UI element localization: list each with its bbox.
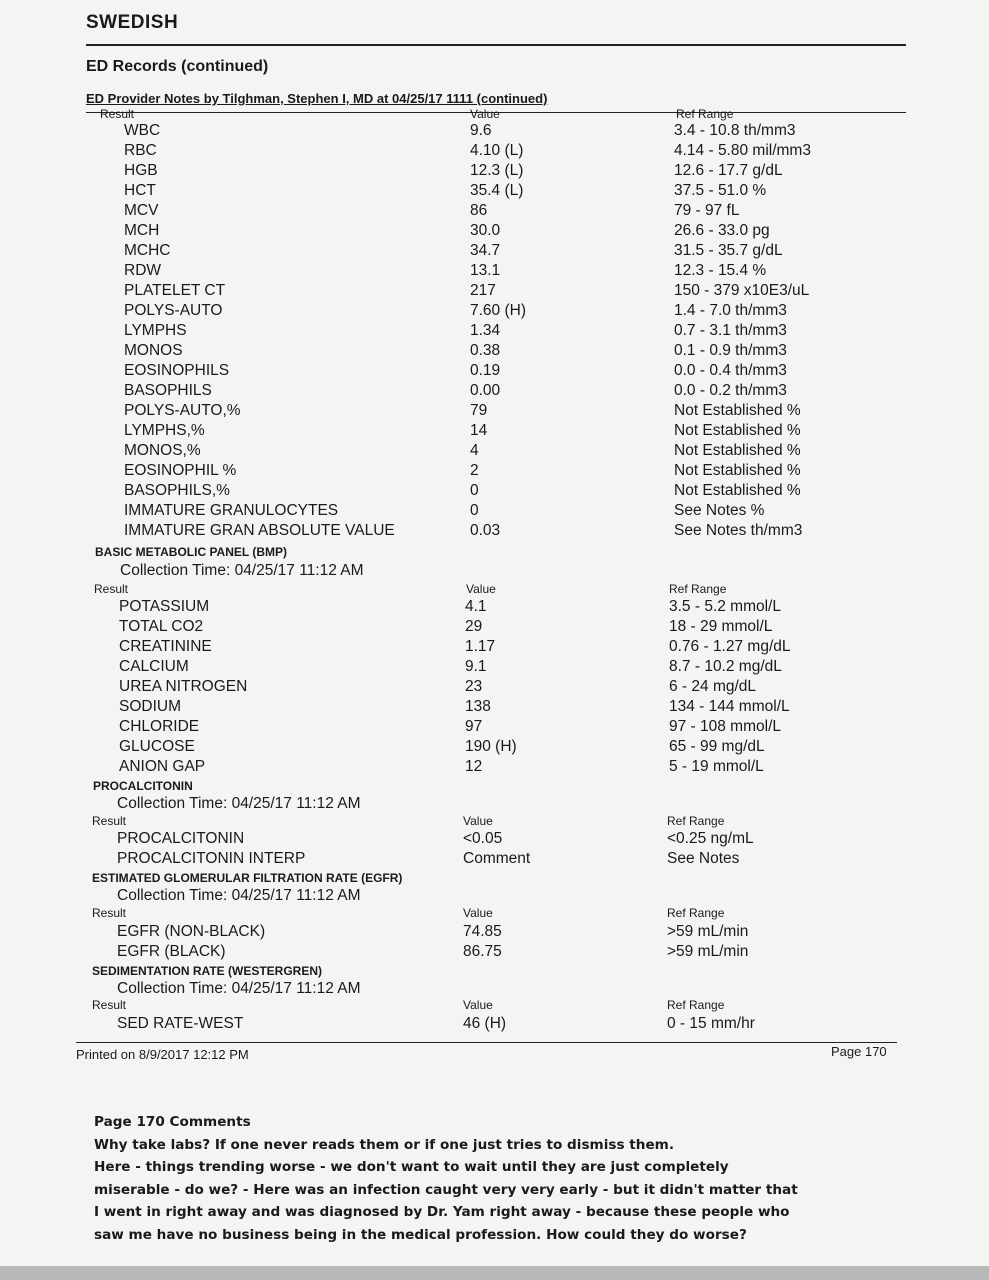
lab-value: 7.60 (H) <box>470 302 526 319</box>
lab-name: RBC <box>124 142 157 159</box>
lab-name: TOTAL CO2 <box>119 618 204 635</box>
lab-name: MCV <box>124 202 159 219</box>
lab-ref: 3.5 - 5.2 mmol/L <box>669 598 781 615</box>
lab-ref: Not Established % <box>674 482 801 499</box>
header-ref-range: Ref Range <box>676 107 734 121</box>
header-result: Result <box>100 107 135 121</box>
lab-ref: 150 - 379 x10E3/uL <box>674 282 810 299</box>
lab-name: PROCALCITONIN INTERP <box>117 850 306 867</box>
lab-value: 0.00 <box>470 382 501 399</box>
lab-name: LYMPHS,% <box>124 422 205 439</box>
lab-value: 1.17 <box>465 638 496 655</box>
header-result: Result <box>92 814 127 828</box>
header-value: Value <box>463 906 493 920</box>
lab-value: 9.1 <box>465 658 487 675</box>
lab-value: 12 <box>465 758 483 775</box>
lab-name: ANION GAP <box>119 758 206 775</box>
lab-ref: 37.5 - 51.0 % <box>674 182 767 199</box>
lab-value: 97 <box>465 718 483 735</box>
lab-value: 2 <box>470 462 479 479</box>
lab-name: PLATELET CT <box>124 282 226 299</box>
lab-value: Comment <box>463 850 531 867</box>
header-value: Value <box>463 998 493 1012</box>
lab-value: <0.05 <box>463 830 503 847</box>
lab-ref: 8.7 - 10.2 mg/dL <box>669 658 782 675</box>
lab-name: EOSINOPHIL % <box>124 462 237 479</box>
bmp-collection-time: Collection Time: 04/25/17 11:12 AM <box>120 562 364 579</box>
lab-name: POLYS-AUTO,% <box>124 402 241 419</box>
lab-value: 35.4 (L) <box>470 182 524 199</box>
lab-value: 74.85 <box>463 923 502 940</box>
comments-title: Page 170 Comments <box>94 1114 251 1130</box>
lab-value: 29 <box>465 618 483 635</box>
lab-name: CALCIUM <box>119 658 189 675</box>
comment-line: Here - things trending worse - we don't want to wait until they are just completely <box>94 1159 729 1176</box>
provider-note-title: ED Provider Notes by Tilghman, Stephen I, MD at 04/25/17 1111 (continued) <box>86 91 548 106</box>
page-number: Page 170 <box>831 1044 887 1059</box>
lab-ref: >59 mL/min <box>667 943 749 960</box>
lab-ref: Not Established % <box>674 442 801 459</box>
lab-ref: 18 - 29 mmol/L <box>669 618 773 635</box>
lab-ref: 3.4 - 10.8 th/mm3 <box>674 122 796 139</box>
lab-value: 138 <box>465 698 491 715</box>
lab-name: BASOPHILS <box>124 382 212 399</box>
lab-name: HGB <box>124 162 158 179</box>
procalcitonin-collection-time: Collection Time: 04/25/17 11:12 AM <box>117 795 361 812</box>
sedrate-title: SEDIMENTATION RATE (WESTERGREN) <box>92 964 322 978</box>
lab-name: IMMATURE GRAN ABSOLUTE VALUE <box>124 522 395 539</box>
procalcitonin-title: PROCALCITONIN <box>93 779 193 793</box>
lab-ref: 0.0 - 0.4 th/mm3 <box>674 362 787 379</box>
lab-ref: 5 - 19 mmol/L <box>669 758 764 775</box>
bmp-title: BASIC METABOLIC PANEL (BMP) <box>95 545 287 559</box>
header-rule <box>86 44 906 46</box>
lab-name: MCH <box>124 222 160 239</box>
lab-value: 0.38 <box>470 342 501 359</box>
lab-name: PROCALCITONIN <box>117 830 245 847</box>
lab-ref: 0.7 - 3.1 th/mm3 <box>674 322 787 339</box>
lab-ref: 26.6 - 33.0 pg <box>674 222 770 239</box>
comment-line: I went in right away and was diagnosed by Dr. Yam right away - because these people who <box>94 1204 790 1221</box>
lab-ref: 0.1 - 0.9 th/mm3 <box>674 342 787 359</box>
lab-ref: 134 - 144 mmol/L <box>669 698 790 715</box>
egfr-title: ESTIMATED GLOMERULAR FILTRATION RATE (EGFR) <box>92 871 403 885</box>
lab-ref: 79 - 97 fL <box>674 202 740 219</box>
lab-ref: 0.0 - 0.2 th/mm3 <box>674 382 787 399</box>
lab-name: RDW <box>124 262 162 279</box>
egfr-collection-time: Collection Time: 04/25/17 11:12 AM <box>117 887 361 904</box>
lab-name: MONOS,% <box>124 442 201 459</box>
lab-name: LYMPHS <box>124 322 187 339</box>
lab-name: POLYS-AUTO <box>124 302 223 319</box>
printed-timestamp: Printed on 8/9/2017 12:12 PM <box>76 1047 249 1062</box>
lab-name: CREATININE <box>119 638 212 655</box>
lab-value: 0.19 <box>470 362 501 379</box>
lab-name: EOSINOPHILS <box>124 362 230 379</box>
lab-ref: 0.76 - 1.27 mg/dL <box>669 638 791 655</box>
lab-value: 12.3 (L) <box>470 162 524 179</box>
brand-header: SWEDISH <box>86 12 179 33</box>
lab-ref: <0.25 ng/mL <box>667 830 754 847</box>
lab-name: POTASSIUM <box>119 598 210 615</box>
header-result: Result <box>92 906 127 920</box>
lab-name: CHLORIDE <box>119 718 200 735</box>
lab-name: EGFR (BLACK) <box>117 943 226 960</box>
lab-value: 86 <box>470 202 488 219</box>
header-value: Value <box>470 107 500 121</box>
lab-value: 217 <box>470 282 496 299</box>
lab-value: 0 <box>470 502 479 519</box>
lab-value: 86.75 <box>463 943 502 960</box>
lab-name: EGFR (NON-BLACK) <box>117 923 266 940</box>
comment-line: Why take labs? If one never reads them or if one just tries to dismiss them. <box>94 1136 674 1153</box>
lab-ref: Not Established % <box>674 422 801 439</box>
lab-ref: >59 mL/min <box>667 923 749 940</box>
header-value: Value <box>466 582 496 596</box>
lab-ref: 0 - 15 mm/hr <box>667 1015 755 1032</box>
lab-value: 4.10 (L) <box>470 142 524 159</box>
lab-ref: 31.5 - 35.7 g/dL <box>674 242 783 259</box>
lab-value: 46 (H) <box>463 1015 507 1032</box>
lab-name: HCT <box>124 182 156 199</box>
lab-value: 190 (H) <box>465 738 517 755</box>
lab-ref: See Notes % <box>674 502 765 519</box>
lab-name: WBC <box>124 122 161 139</box>
lab-name: MONOS <box>124 342 183 359</box>
lab-ref: 6 - 24 mg/dL <box>669 678 757 695</box>
comment-line: saw me have no business being in the medical profession. How could they do worse? <box>94 1226 747 1243</box>
page-comments <box>94 1111 924 1247</box>
lab-value: 9.6 <box>470 122 492 139</box>
lab-ref: Not Established % <box>674 402 801 419</box>
header-ref-range: Ref Range <box>667 906 725 920</box>
lab-name: UREA NITROGEN <box>119 678 248 695</box>
lab-value: 0.03 <box>470 522 501 539</box>
lab-ref: Not Established % <box>674 462 801 479</box>
lab-ref: 65 - 99 mg/dL <box>669 738 765 755</box>
header-result: Result <box>92 998 127 1012</box>
lab-value: 34.7 <box>470 242 501 259</box>
lab-value: 4.1 <box>465 598 487 615</box>
header-value: Value <box>463 814 493 828</box>
comment-line: miserable - do we? - Here was an infection caught very very early - but it didn't matter that <box>94 1181 798 1198</box>
lab-value: 23 <box>465 678 483 695</box>
lab-name: BASOPHILS,% <box>124 482 230 499</box>
lab-ref: See Notes th/mm3 <box>674 522 803 539</box>
lab-ref: 97 - 108 mmol/L <box>669 718 781 735</box>
lab-value: 30.0 <box>470 222 501 239</box>
lab-value: 1.34 <box>470 322 501 339</box>
lab-value: 4 <box>470 442 479 459</box>
lab-value: 14 <box>470 422 488 439</box>
section-title: ED Records (continued) <box>86 58 269 75</box>
lab-name: GLUCOSE <box>119 738 195 755</box>
lab-name: MCHC <box>124 242 171 259</box>
lab-value: 13.1 <box>470 262 501 279</box>
lab-value: 0 <box>470 482 479 499</box>
header-ref-range: Ref Range <box>667 814 725 828</box>
header-result: Result <box>94 582 129 596</box>
footer-rule <box>76 1042 897 1043</box>
lab-ref: 12.3 - 15.4 % <box>674 262 767 279</box>
header-ref-range: Ref Range <box>667 998 725 1012</box>
lab-name: SED RATE-WEST <box>117 1015 244 1032</box>
lab-ref: 1.4 - 7.0 th/mm3 <box>674 302 787 319</box>
lab-name: SODIUM <box>119 698 181 715</box>
sedrate-collection-time: Collection Time: 04/25/17 11:12 AM <box>117 980 361 997</box>
scan-edge-shadow <box>0 1266 989 1280</box>
lab-name: IMMATURE GRANULOCYTES <box>124 502 339 519</box>
lab-ref: See Notes <box>667 850 740 867</box>
lab-value: 79 <box>470 402 488 419</box>
lab-ref: 12.6 - 17.7 g/dL <box>674 162 783 179</box>
lab-ref: 4.14 - 5.80 mil/mm3 <box>674 142 811 159</box>
header-ref-range: Ref Range <box>669 582 727 596</box>
